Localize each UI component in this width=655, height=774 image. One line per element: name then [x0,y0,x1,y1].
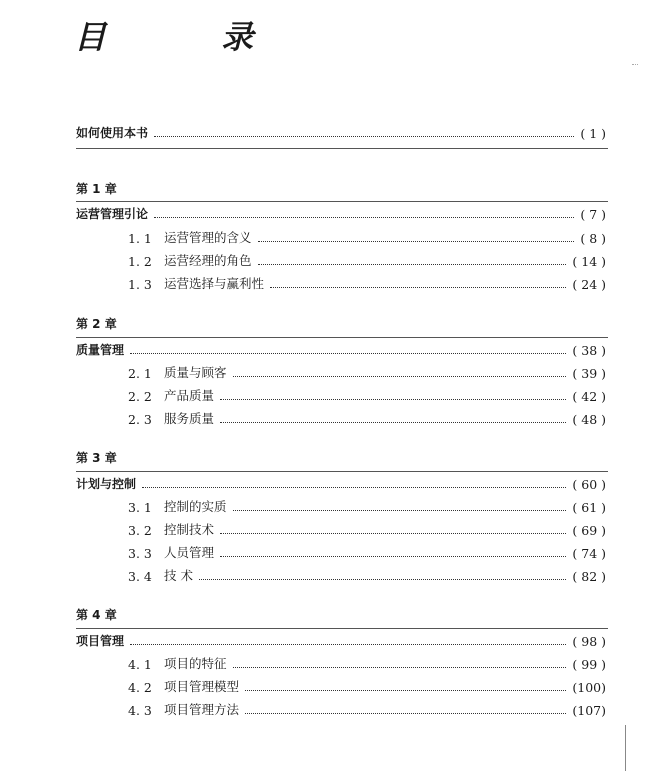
entry-text: 如何使用本书 [76,126,149,140]
divider [76,337,608,338]
entry-text: 质量管理 [76,343,125,357]
dot-leader [220,422,566,423]
entry-text: 项目管理 [76,634,125,648]
dot-leader [258,241,575,242]
section-number: 1. 3 [128,277,152,292]
dot-leader [220,399,566,400]
section-number: 4. 1 [128,657,152,672]
page-number: ( 8 ) [580,231,606,246]
dot-leader [245,690,566,691]
section-number: 1. 1 [128,231,152,246]
chapter-label: 第 2 章 [76,317,117,331]
entry-text: 项目的特征 [164,656,227,671]
entry-text: 运营管理引论 [76,207,149,221]
dot-leader [270,287,566,288]
entry-text: 产品质量 [164,388,215,403]
entry-text: 运营经理的角色 [164,253,252,268]
dot-leader [154,136,574,137]
dot-leader [258,264,567,265]
toc-entry-section[interactable] [128,498,606,515]
page-number: ( 82 ) [572,569,606,584]
entry-text: 控制技术 [164,522,215,537]
chapter-label: 第 3 章 [76,451,117,465]
toc-entry-chapter[interactable] [76,205,606,222]
entry-text: 项目管理方法 [164,702,240,717]
toc-entry-section[interactable] [128,410,606,427]
section-number: 3. 1 [128,500,152,515]
toc-entry-section[interactable] [128,364,606,381]
scan-edge-line [625,725,626,771]
toc-entry-section[interactable] [128,229,606,246]
toc-entry-section[interactable] [128,678,606,695]
entry-text: 服务质量 [164,411,215,426]
section-number: 3. 2 [128,523,152,538]
dot-leader [233,667,567,668]
page-number: ( 42 ) [572,389,606,404]
toc-entry-chapter[interactable] [76,475,606,492]
dot-leader [220,533,566,534]
entry-text: 人员管理 [164,545,215,560]
entry-text: 运营管理的含义 [164,230,252,245]
entry-text: 计划与控制 [76,477,137,491]
chapter-label: 第 4 章 [76,608,117,622]
dot-leader [130,644,566,645]
page-title: 目 录 [74,18,306,56]
divider [76,471,608,472]
section-number: 2. 3 [128,412,152,427]
toc-entry-section[interactable] [128,544,606,561]
dot-leader [154,217,574,218]
dot-leader [233,510,567,511]
page-number: ( 38 ) [572,343,606,358]
page-number: ( 98 ) [572,634,606,649]
entry-text: 技 术 [164,568,193,583]
page-number: ( 61 ) [572,500,606,515]
divider [76,628,608,629]
divider [76,148,608,149]
toc-entry-chapter[interactable] [76,341,606,358]
toc-entry-section[interactable] [128,387,606,404]
dot-leader [142,487,566,488]
section-number: 2. 2 [128,389,152,404]
entry-text: 运营选择与赢利性 [164,276,265,291]
divider [76,201,608,202]
page-number: ( 39 ) [572,366,606,381]
section-number: 3. 3 [128,546,152,561]
toc-entry-section[interactable] [128,521,606,538]
section-number: 3. 4 [128,569,152,584]
section-number: 2. 1 [128,366,152,381]
page-number: ( 69 ) [572,523,606,538]
page-number: ( 99 ) [572,657,606,672]
toc-entry-section[interactable] [128,275,606,292]
entry-text: 质量与顾客 [164,365,227,380]
dot-leader [233,376,567,377]
toc-entry-section[interactable] [128,701,606,718]
page-number: ( 60 ) [572,477,606,492]
section-number: 4. 2 [128,680,152,695]
dot-leader [199,579,566,580]
toc-entry-chapter[interactable] [76,632,606,649]
page-number: (100) [572,680,606,695]
page-number: ( 1 ) [580,126,606,141]
dot-leader [220,556,566,557]
section-number: 4. 3 [128,703,152,718]
page-number: ( 74 ) [572,546,606,561]
page-number: ( 7 ) [580,207,606,222]
entry-text: 控制的实质 [164,499,227,514]
page-number: ( 14 ) [572,254,606,269]
toc-entry-section[interactable] [128,655,606,672]
dot-leader [245,713,566,714]
toc-entry-intro[interactable] [76,124,606,141]
page-number: ( 24 ) [572,277,606,292]
entry-text: 项目管理模型 [164,679,240,694]
toc-entry-section[interactable] [128,252,606,269]
toc-entry-section[interactable] [128,567,606,584]
chapter-label: 第 1 章 [76,182,117,196]
scan-speck [632,64,638,68]
page-number: (107) [572,703,606,718]
page-number: ( 48 ) [572,412,606,427]
section-number: 1. 2 [128,254,152,269]
dot-leader [130,353,566,354]
